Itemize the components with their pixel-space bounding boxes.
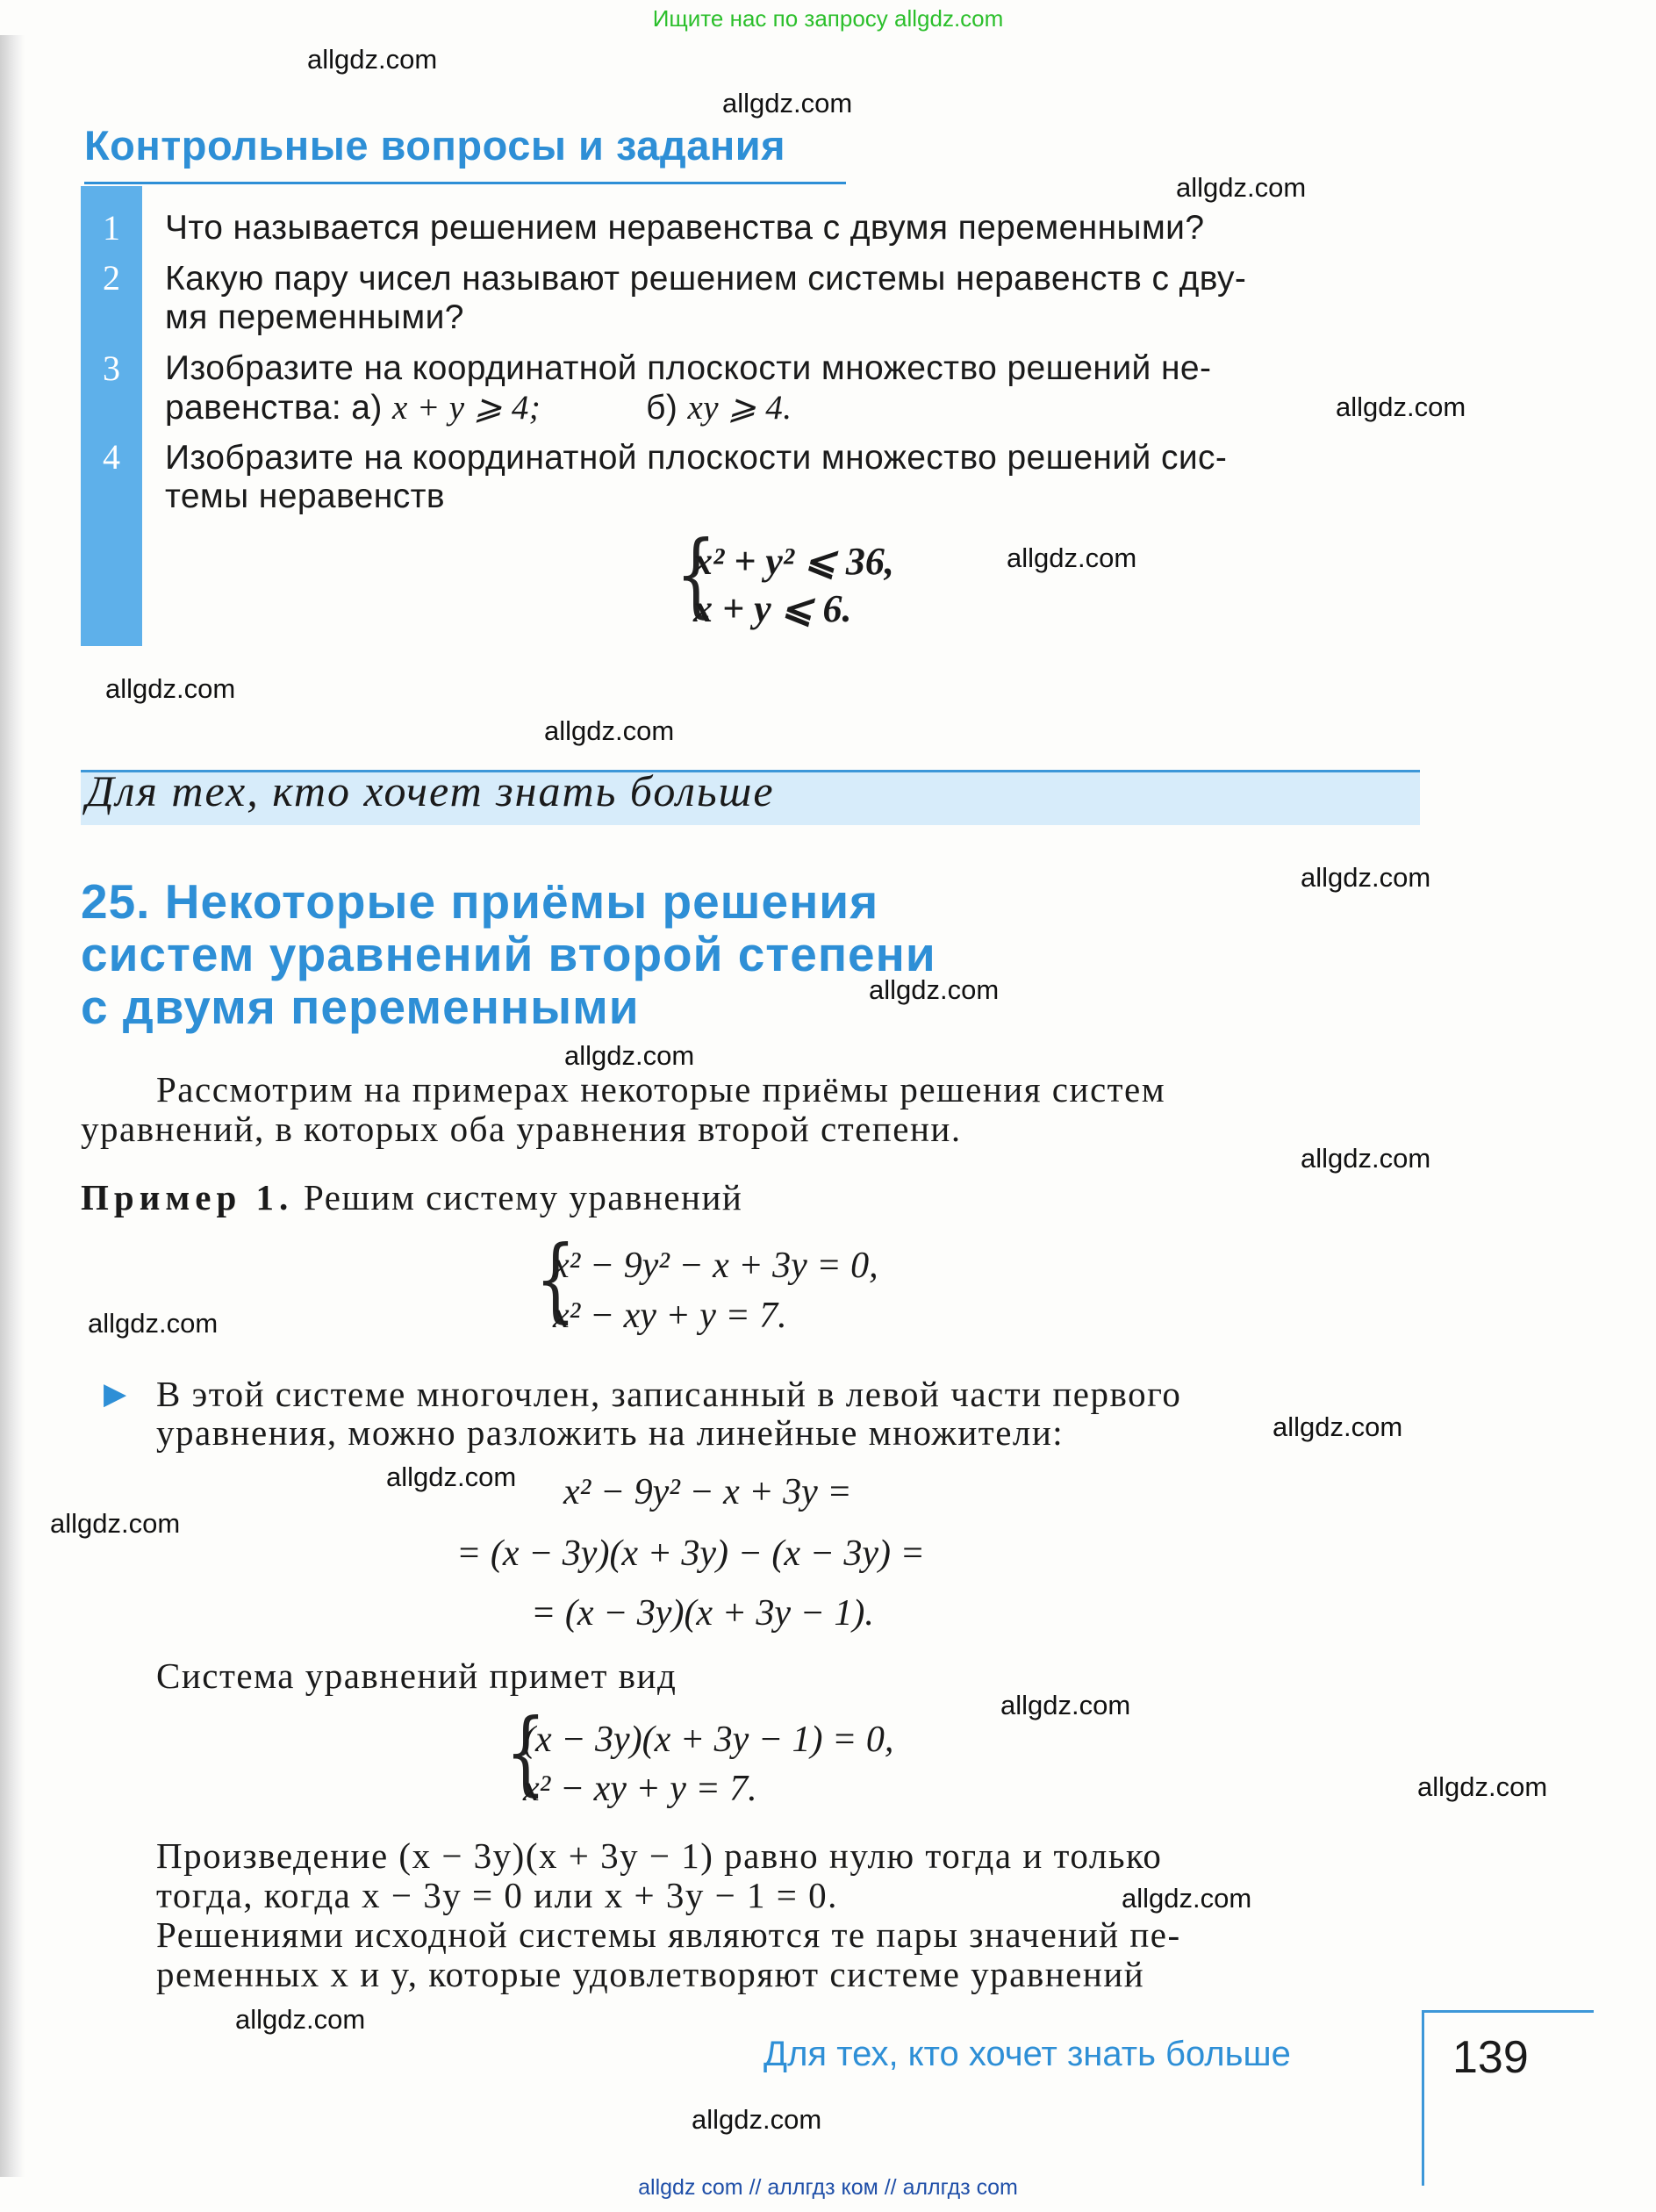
factor-line: = (x − 3y)(x + 3y − 1). xyxy=(531,1593,874,1634)
play-arrow-icon: ▶ xyxy=(104,1377,127,1411)
product-text: Решениями исходной системы являются те пары значений пе- xyxy=(156,1914,1181,1955)
product-text: ременных x и y, которые удовлетворяют системе уравнений xyxy=(156,1954,1145,1994)
question-number: 3 xyxy=(103,348,120,388)
factor-line: = (x − 3y)(x + 3y) − (x − 3y) = xyxy=(456,1533,925,1574)
question-text-part: б) xyxy=(646,389,688,427)
watermark: allgdz.com xyxy=(1336,391,1466,422)
intro-text: Рассмотрим на примерах некоторые приёмы решения систем xyxy=(156,1069,1166,1110)
watermark: allgdz.com xyxy=(564,1040,695,1071)
example-text: Решим систему уравнений xyxy=(304,1177,743,1217)
system-line: (x − 3y)(x + 3y − 1) = 0, xyxy=(523,1720,894,1760)
watermark: allgdz.com xyxy=(1000,1690,1131,1720)
for-those-label: Для тех, кто хочет знать больше xyxy=(86,766,775,815)
page-number: 139 xyxy=(1452,2032,1529,2083)
system-line: x + y ⩽ 6. xyxy=(693,587,852,630)
watermark: allgdz.com xyxy=(50,1508,181,1539)
system-line: x² + y² ⩽ 36, xyxy=(693,540,894,583)
question-text xyxy=(165,388,792,427)
question-number: 4 xyxy=(103,437,120,477)
system-form-text: Система уравнений примет вид xyxy=(156,1655,677,1696)
watermark: allgdz.com xyxy=(722,88,853,118)
question-text: Изобразите на координатной плоскости множество решений не- xyxy=(165,349,1212,387)
factor-line: x² − 9y² − x + 3y = xyxy=(563,1472,852,1512)
footer-text: Для тех, кто хочет знать больше xyxy=(763,2035,1291,2073)
footer-rule xyxy=(1422,2010,1594,2013)
explanation-text: уравнения, можно разложить на линейные множители: xyxy=(156,1412,1065,1453)
section-title: Контрольные вопросы и задания xyxy=(84,122,786,169)
footer-rule xyxy=(1422,2010,1424,2186)
questions-side-bar xyxy=(81,186,142,646)
watermark: allgdz.com xyxy=(1417,1771,1548,1802)
watermark: allgdz.com xyxy=(1301,862,1431,893)
system-brace: { xyxy=(534,1225,577,1332)
math-expression: x + y ⩾ 4; xyxy=(392,389,541,427)
math-expression: xy ⩾ 4. xyxy=(687,389,792,427)
watermark: allgdz.com xyxy=(869,974,1000,1005)
question-text-part: равенства: а) xyxy=(165,389,393,427)
watermark: allgdz.com xyxy=(1272,1411,1403,1442)
watermark: allgdz.com xyxy=(1301,1143,1431,1174)
question-number: 1 xyxy=(103,208,120,248)
watermark: allgdz.com xyxy=(105,673,236,704)
product-text: Произведение (x − 3y)(x + 3y − 1) равно нулю тогда и только xyxy=(156,1835,1163,1876)
watermark: allgdz.com xyxy=(88,1308,219,1339)
question-text: Какую пару чисел называют решением системы неравенств с дву- xyxy=(165,260,1247,298)
title-underline xyxy=(84,182,846,184)
watermark: allgdz.com xyxy=(692,2104,822,2135)
watermark: allgdz.com xyxy=(1176,172,1307,203)
system-line: x² − xy + y = 7. xyxy=(523,1769,757,1809)
top-banner[interactable]: Ищите нас по запросу allgdz.com xyxy=(652,5,1004,32)
watermark: allgdz.com xyxy=(386,1462,517,1492)
question-text: Что называется решением неравенства с двумя переменными? xyxy=(165,209,1205,247)
watermark: allgdz.com xyxy=(544,715,675,746)
intro-text: уравнений, в которых оба уравнения второй степени. xyxy=(81,1109,962,1149)
page-left-edge xyxy=(0,35,25,2177)
system-brace: { xyxy=(505,1698,547,1806)
paragraph-heading: систем уравнений второй степени xyxy=(81,927,936,981)
product-text: тогда, когда x − 3y = 0 или x + 3y − 1 = 0. xyxy=(156,1875,838,1915)
question-text: темы неравенств xyxy=(165,478,445,515)
question-number: 2 xyxy=(103,258,120,298)
explanation-text: В этой системе многочлен, записанный в левой части первого xyxy=(156,1374,1182,1414)
question-text: Изобразите на координатной плоскости множество решений сис- xyxy=(165,439,1228,477)
system-line: x² − 9y² − x + 3y = 0, xyxy=(553,1246,878,1286)
watermark: allgdz.com xyxy=(235,2004,366,2035)
example-label: Пример 1. xyxy=(81,1177,294,1217)
watermark: allgdz.com xyxy=(1122,1883,1252,1914)
system-line: x² − xy + y = 7. xyxy=(553,1296,787,1336)
example-line xyxy=(81,1176,742,1218)
system-brace: { xyxy=(675,521,717,628)
paragraph-heading: 25. Некоторые приёмы решения xyxy=(81,874,879,929)
paragraph-heading: с двумя переменными xyxy=(81,980,640,1034)
question-text: мя переменными? xyxy=(165,298,464,336)
watermark: allgdz.com xyxy=(1007,542,1137,573)
watermark: allgdz.com xyxy=(307,44,438,75)
bottom-banner[interactable]: allgdz com // аллгдз ком // аллгдз com xyxy=(638,2175,1018,2200)
